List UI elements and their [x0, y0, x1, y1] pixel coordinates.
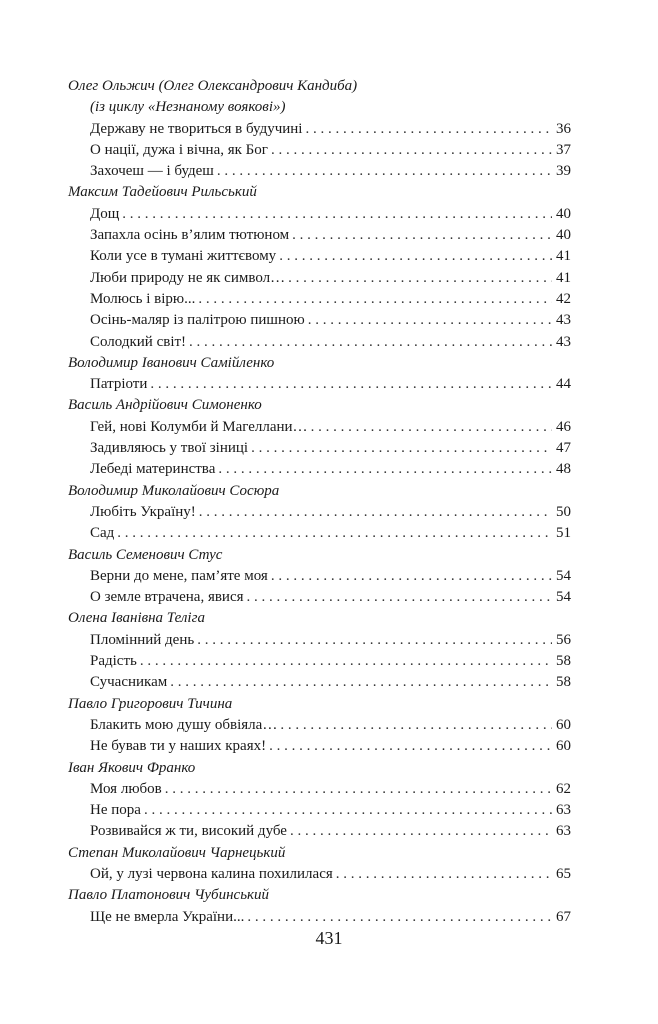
toc-entry-page: 67	[556, 908, 571, 925]
toc-entry-title: Задивляюсь у твої зіниці	[90, 440, 249, 457]
toc-entry	[68, 523, 571, 544]
toc-entry-page: 41	[556, 269, 571, 286]
dot-leader	[117, 523, 552, 544]
dot-leader	[271, 566, 552, 587]
toc-entry	[68, 119, 571, 140]
toc-entry-page: 40	[556, 205, 571, 222]
dot-leader	[292, 225, 552, 246]
dot-leader	[305, 119, 552, 140]
dot-leader	[271, 140, 552, 161]
toc-entry	[68, 310, 571, 331]
toc-entry-title: Коли усе в тумані життєвому	[90, 248, 277, 265]
toc-entry-title: Сад	[90, 525, 115, 542]
dot-leader	[280, 715, 552, 736]
toc-entry-page: 50	[556, 503, 571, 520]
toc-entry-title: Розвивайся ж ти, високий дубе	[90, 823, 287, 840]
toc-entry-page: 42	[556, 290, 571, 307]
toc-entry-title: Захочеш — і будеш	[90, 163, 214, 180]
toc-entry	[68, 800, 571, 821]
toc-entry-page: 60	[556, 716, 571, 733]
toc-entry-page: 40	[556, 227, 571, 244]
toc-entry	[68, 651, 571, 672]
toc-entry-page: 60	[556, 738, 571, 755]
toc-entry-page: 44	[556, 376, 571, 393]
toc-entry-page: 54	[556, 589, 571, 606]
toc-entry-title: Радість	[90, 653, 137, 670]
toc-entry	[68, 225, 571, 246]
toc-entry-title: Ой, у лузі червона калина похилилася	[90, 865, 333, 882]
toc-entry-title: Сучасникам	[90, 674, 168, 691]
dot-leader	[197, 630, 552, 651]
toc-entry	[68, 204, 571, 225]
toc-entry-title: Пломінний день	[90, 631, 195, 648]
toc-entry-page: 37	[556, 141, 571, 158]
toc-entry-title: Моя любов	[90, 780, 162, 797]
toc-entry-title: Запахла осінь в’ялим тютюном	[90, 227, 290, 244]
toc-entry-page: 46	[556, 418, 571, 435]
toc-entry-title: Солодкий світ!	[90, 333, 187, 350]
dot-leader	[251, 438, 552, 459]
toc-author: Володимир Миколайович Сосюра	[68, 482, 280, 499]
toc-entry	[68, 438, 571, 459]
toc-author: Павло Платонович Чубинський	[68, 887, 270, 904]
toc-entry-page: 54	[556, 567, 571, 584]
toc-entry-title: Державу не твориться в будучині	[90, 120, 303, 137]
toc-entry-page: 63	[556, 823, 571, 840]
dot-leader	[150, 374, 552, 395]
dot-leader	[198, 289, 552, 310]
dot-leader	[308, 310, 552, 331]
dot-leader	[199, 502, 552, 523]
toc-entry-title: Ще не вмерла України...	[90, 908, 245, 925]
toc-entry-title: Люби природу не як символ…	[90, 269, 286, 286]
toc-entry	[68, 374, 571, 395]
toc-entry-title: Не пора	[90, 802, 141, 819]
toc-entry	[68, 736, 571, 757]
toc-entry-title: О нації, дужа і вічна, як Бог	[90, 141, 268, 158]
dot-leader	[165, 779, 552, 800]
table-of-contents	[68, 76, 571, 928]
dot-leader	[217, 161, 552, 182]
toc-entry	[68, 246, 571, 267]
dot-leader	[140, 651, 552, 672]
toc-entry-title: О земле втрачена, явися	[90, 589, 244, 606]
page-number: 431	[315, 928, 343, 948]
toc-entry-page: 56	[556, 631, 571, 648]
dot-leader	[336, 864, 552, 885]
toc-entry-title: Не бував ти у наших краях!	[90, 738, 267, 755]
toc-entry-title: Патріоти	[90, 376, 148, 393]
toc-entry-title: Осінь-маляр із палітрою пишною	[90, 312, 305, 329]
toc-entry-page: 43	[556, 333, 571, 350]
toc-entry-page: 39	[556, 163, 571, 180]
toc-entry-page: 43	[556, 312, 571, 329]
toc-entry	[68, 715, 571, 736]
toc-entry-page: 48	[556, 461, 571, 478]
toc-entry-page: 47	[556, 440, 571, 457]
toc-author: Степан Миколайович Чарнецький	[68, 844, 286, 861]
toc-entry	[68, 459, 571, 480]
toc-entry-page: 58	[556, 674, 571, 691]
toc-author: Олег Ольжич (Олег Олександрович Кандиба)	[68, 78, 358, 94]
dot-leader	[170, 672, 552, 693]
toc-entry	[68, 587, 571, 608]
toc-entry	[68, 779, 571, 800]
toc-entry-title: Гей, нові Колумби й Магеллани…	[90, 418, 308, 435]
toc-entry	[68, 907, 571, 928]
toc-entry	[68, 630, 571, 651]
toc-entry-page: 65	[556, 865, 571, 882]
toc-author: Іван Якович Франко	[68, 759, 196, 776]
toc-entry-page: 58	[556, 653, 571, 670]
toc-entry	[68, 161, 571, 182]
dot-leader	[290, 821, 552, 842]
toc-entry-page: 36	[556, 120, 571, 137]
toc-entry-page: 41	[556, 248, 571, 265]
toc-author: Василь Семенович Стус	[68, 546, 223, 563]
toc-entry	[68, 140, 571, 161]
toc-entry-page: 62	[556, 780, 571, 797]
dot-leader	[144, 800, 552, 821]
toc-entry	[68, 289, 571, 310]
toc-entry	[68, 864, 571, 885]
toc-cycle-note: (із циклу «Незнаному воякові»)	[90, 99, 286, 116]
toc-entry-title: Лебеді материнства	[90, 461, 216, 478]
dot-leader	[279, 246, 552, 267]
toc-entry	[68, 332, 571, 353]
toc-author: Володимир Іванович Самійленко	[68, 354, 275, 371]
toc-entry	[68, 672, 571, 693]
toc-entry-title: Верни до мене, пам’яте моя	[90, 567, 268, 584]
toc-entry	[68, 417, 571, 438]
toc-entry-page: 51	[556, 525, 571, 542]
toc-entry-title: Дощ	[90, 205, 120, 222]
toc-entry-title: Блакить мою душу обвіяла…	[90, 716, 278, 733]
toc-entry-page: 63	[556, 802, 571, 819]
toc-author: Максим Тадейович Рильський	[68, 184, 257, 201]
toc-author: Павло Григорович Тичина	[68, 695, 233, 712]
toc-entry-title: Молюсь і вірю...	[90, 290, 196, 307]
dot-leader	[288, 268, 552, 289]
dot-leader	[122, 204, 552, 225]
dot-leader	[189, 332, 552, 353]
toc-author: Олена Іванівна Теліга	[68, 610, 205, 627]
dot-leader	[311, 417, 552, 438]
toc-entry-title: Любіть Україну!	[90, 503, 196, 520]
toc-entry	[68, 268, 571, 289]
toc-entry	[68, 502, 571, 523]
dot-leader	[247, 587, 552, 608]
toc-entry	[68, 821, 571, 842]
dot-leader	[247, 907, 552, 928]
toc-author: Василь Андрійович Симоненко	[68, 397, 262, 414]
dot-leader	[218, 459, 552, 480]
toc-entry	[68, 566, 571, 587]
dot-leader	[269, 736, 552, 757]
